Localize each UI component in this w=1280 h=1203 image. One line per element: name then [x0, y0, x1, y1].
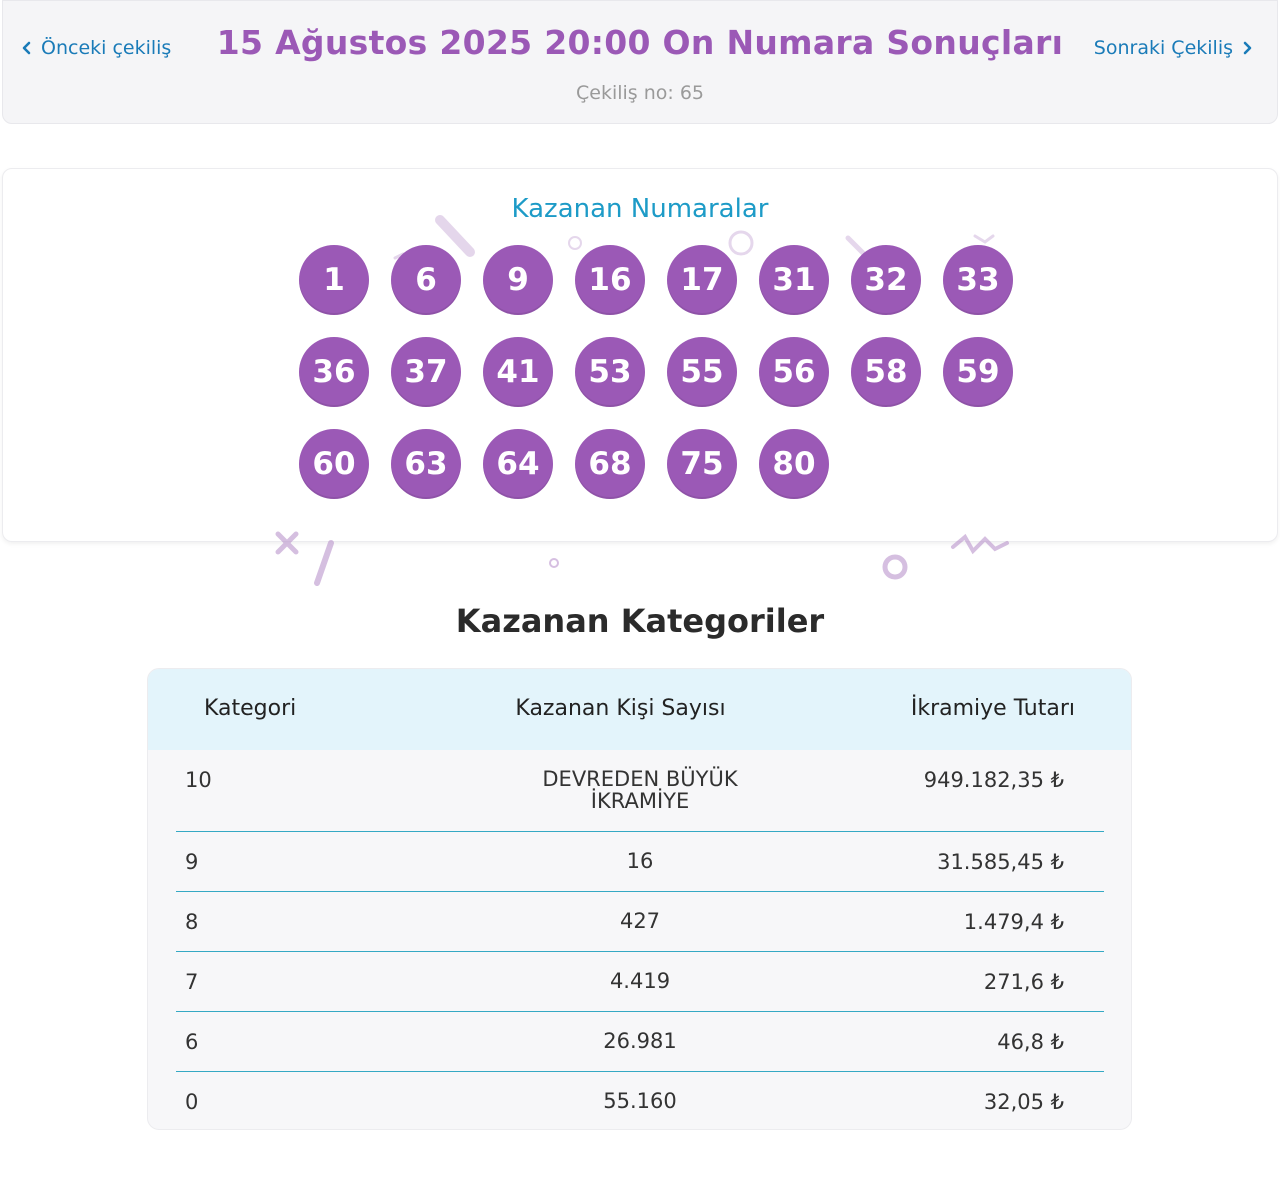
- previous-draw-label: Önceki çekiliş: [41, 37, 172, 59]
- row-prize: 1.479,4 ₺: [963, 910, 1064, 934]
- winning-categories-title: Kazanan Kategoriler: [455, 602, 825, 640]
- row-category: 8: [185, 910, 199, 934]
- row-prize: 271,6 ₺: [983, 970, 1064, 994]
- draw-header: [2, 0, 1278, 124]
- row-winners: 55.160: [603, 1089, 677, 1113]
- categories-table: [147, 668, 1132, 1130]
- row-category: 9: [185, 850, 199, 874]
- number-ball: 9: [483, 245, 553, 315]
- number-ball: 16: [575, 245, 645, 315]
- row-prize: 46,8 ₺: [997, 1030, 1064, 1054]
- row-prize: 32,05 ₺: [983, 1090, 1064, 1114]
- number-ball: 64: [483, 429, 553, 499]
- number-ball: 80: [759, 429, 829, 499]
- number-ball: 6: [391, 245, 461, 315]
- number-ball: 55: [667, 337, 737, 407]
- draw-number: Çekiliş no: 65: [575, 82, 705, 104]
- number-ball: 75: [667, 429, 737, 499]
- table-row: [176, 1072, 1104, 1130]
- number-ball: 59: [943, 337, 1013, 407]
- number-ball: 17: [667, 245, 737, 315]
- row-winners-text: DEVREDEN BÜYÜK İKRAMİYE: [542, 767, 738, 813]
- number-ball: 37: [391, 337, 461, 407]
- table-row: [176, 1012, 1104, 1072]
- column-header-prize: İkramiye Tutarı: [910, 696, 1075, 721]
- table-row: [176, 892, 1104, 952]
- next-draw-label: Sonraki Çekiliş: [1093, 37, 1233, 59]
- row-winners: 26.981: [603, 1029, 677, 1053]
- number-ball: 41: [483, 337, 553, 407]
- row-category: 6: [185, 1030, 199, 1054]
- row-category: 0: [185, 1090, 199, 1114]
- chevron-right-icon: [1241, 41, 1253, 55]
- number-ball: 31: [759, 245, 829, 315]
- table-row: [176, 832, 1104, 892]
- row-prize: 949.182,35 ₺: [923, 768, 1064, 792]
- table-row: [176, 750, 1104, 832]
- number-ball: 63: [391, 429, 461, 499]
- number-ball: 58: [851, 337, 921, 407]
- row-winners: 16: [626, 849, 654, 873]
- number-ball: 36: [299, 337, 369, 407]
- row-winners: 427: [619, 909, 661, 933]
- row-winners: 4.419: [609, 969, 671, 993]
- winning-numbers-title: Kazanan Numaralar: [511, 194, 769, 224]
- number-balls-grid: [299, 245, 1039, 499]
- table-header: [148, 669, 1131, 750]
- number-ball: 32: [851, 245, 921, 315]
- table-body: [176, 750, 1104, 1130]
- column-header-category: Kategori: [204, 696, 297, 721]
- page-title: 15 Ağustos 2025 20:00 On Numara Sonuçları: [216, 23, 1064, 62]
- number-ball: 53: [575, 337, 645, 407]
- number-ball: 60: [299, 429, 369, 499]
- number-ball: 33: [943, 245, 1013, 315]
- column-header-winners: Kazanan Kişi Sayısı: [515, 696, 726, 721]
- number-ball: 1: [299, 245, 369, 315]
- next-draw-link[interactable]: [1094, 37, 1253, 59]
- row-category: 7: [185, 970, 199, 994]
- row-prize: 31.585,45 ₺: [937, 850, 1064, 874]
- table-row: [176, 952, 1104, 1012]
- number-ball: 68: [575, 429, 645, 499]
- number-ball: 56: [759, 337, 829, 407]
- row-category: 10: [185, 768, 212, 792]
